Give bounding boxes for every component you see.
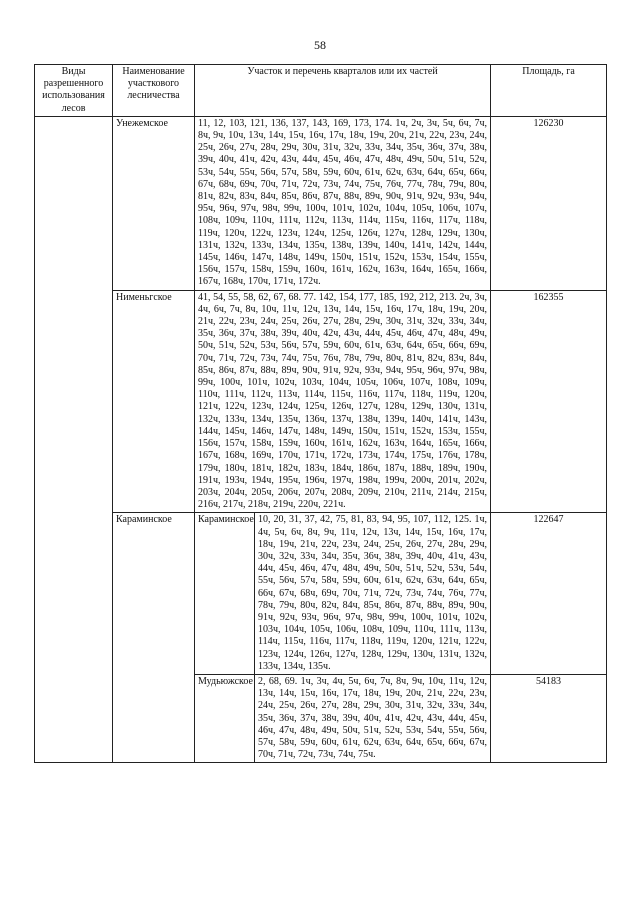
area-value: 162355 — [491, 290, 607, 513]
table-row — [35, 290, 607, 513]
page-number: 58 — [314, 38, 326, 52]
area-value: 54183 — [491, 674, 607, 762]
lesnichestvo-name: Нименьгское — [113, 290, 195, 513]
area-value: 122647 — [491, 513, 607, 675]
use-type-cell — [35, 116, 113, 763]
table-header-row — [35, 65, 607, 117]
quarters-list: 2, 68, 69. 1ч, 3ч, 4ч, 5ч, 6ч, 7ч, 8ч, 9ч, 10ч, 11ч, 12ч, 13ч, 14ч, 15ч, 16ч, 17ч, 18ч, 19ч, 20ч, 21ч, 22ч, 23ч, 24ч, 25ч, 26ч, 27ч, 28ч, 29ч, 30ч, 31ч, 32ч, 33ч, 34ч, 35ч, 36ч, 37ч, 38ч, 39ч, 40ч, 41ч, 42ч, 43ч, 44ч, 45ч, 46ч, 47ч, 48ч, 49ч, 50ч, 51ч, 52ч, 53ч, 54ч, 55ч, 56ч, 57ч, 58ч, 59ч, 60ч, 61ч, 62ч, 63ч, 64ч, 65ч, 66ч, 67ч, 70ч, 71ч, 72ч, 73ч, 74ч, 75ч. — [255, 674, 491, 762]
forest-quarters-table — [34, 64, 607, 763]
uchastok-name: Мудьюжское — [195, 674, 255, 762]
lesnichestvo-name: Унежемское — [113, 116, 195, 290]
table-row — [35, 513, 607, 675]
quarters-list: 11, 12, 103, 121, 136, 137, 143, 169, 173, 174. 1ч, 2ч, 3ч, 5ч, 6ч, 7ч, 8ч, 9ч, 10ч, 13ч, 14ч, 15ч, 16ч, 17ч, 18ч, 19ч, 20ч, 21ч, 22ч, 23ч, 24ч, 25ч, 26ч, 27ч, 28ч, 29ч, 30ч, 31ч, 32ч, 33ч, 34ч, 35ч, 36ч, 37ч, 38ч, 39ч, 40ч, 41ч, 42ч, 43ч, 44ч, 45ч, 46ч, 47ч, 48ч, 49ч, 50ч, 51ч, 52ч, 53ч, 54ч, 55ч, 56ч, 57ч, 58ч, 59ч, 60ч, 61ч, 62ч, 63ч, 64ч, 65ч, 66ч, 67ч, 68ч, 69ч, 70ч, 71ч, 72ч, 73ч, 74ч, 75ч, 76ч, 77ч, 78ч, 79ч, 80ч, 81ч, 82ч, 83ч, 84ч, 85ч, 86ч, 87ч, 88ч, 89ч, 90ч, 91ч, 92ч, 93ч, 94ч, 95ч, 96ч, 97ч, 98ч, 99ч, 100ч, 101ч, 102ч, 104ч, 105ч, 106ч, 107ч, 108ч, 109ч, 110ч, 111ч, 112ч, 113ч, 114ч, 115ч, 116ч, 117ч, 118ч, 119ч, 120ч, 122ч, 123ч, 124ч, 125ч, 126ч, 127ч, 128ч, 129ч, 130ч, 131ч, 132ч, 133ч, 134ч, 135ч, 138ч, 139ч, 140ч, 141ч, 142ч, 144ч, 145ч, 146ч, 147ч, 148ч, 149ч, 150ч, 151ч, 152ч, 153ч, 154ч, 155ч, 156ч, 157ч, 158ч, 159ч, 160ч, 161ч, 162ч, 163ч, 164ч, 165ч, 166ч, 167ч, 168ч, 170ч, 171ч, 172ч. — [195, 116, 491, 290]
header-lesnichestvo: Наименование участкового лесничества — [113, 65, 195, 117]
uchastok-name: Караминское — [195, 513, 255, 675]
table-row — [35, 116, 607, 290]
header-quarters: Участок и перечень кварталов или их частей — [195, 65, 491, 117]
header-use-type: Виды разрешенного использования лесов — [35, 65, 113, 117]
lesnichestvo-name: Караминское — [113, 513, 195, 763]
quarters-list: 41, 54, 55, 58, 62, 67, 68. 77. 142, 154, 177, 185, 192, 212, 213. 2ч, 3ч, 4ч, 6ч, 7ч, 8ч, 10ч, 11ч, 12ч, 13ч, 14ч, 15ч, 16ч, 17ч, 18ч, 19ч, 20ч, 21ч, 22ч, 23ч, 24ч, 25ч, 26ч, 27ч, 28ч, 29ч, 30ч, 31ч, 32ч, 33ч, 34ч, 35ч, 36ч, 37ч, 38ч, 39ч, 40ч, 42ч, 43ч, 44ч, 45ч, 46ч, 47ч, 48ч, 49ч, 50ч, 51ч, 52ч, 53ч, 56ч, 57ч, 59ч, 60ч, 61ч, 63ч, 64ч, 65ч, 66ч, 69ч, 70ч, 71ч, 72ч, 73ч, 74ч, 75ч, 76ч, 78ч, 79ч, 80ч, 81ч, 82ч, 83ч, 84ч, 85ч, 86ч, 87ч, 88ч, 89ч, 90ч, 91ч, 92ч, 93ч, 94ч, 95ч, 96ч, 97ч, 98ч, 99ч, 100ч, 101ч, 102ч, 103ч, 104ч, 105ч, 106ч, 107ч, 108ч, 109ч, 110ч, 111ч, 112ч, 113ч, 114ч, 115ч, 116ч, 117ч, 118ч, 119ч, 120ч, 121ч, 122ч, 123ч, 124ч, 125ч, 126ч, 127ч, 128ч, 129ч, 130ч, 131ч, 132ч, 133ч, 134ч, 135ч, 136ч, 137ч, 138ч, 139ч, 140ч, 141ч, 143ч, 144ч, 145ч, 146ч, 147ч, 148ч, 149ч, 150ч, 151ч, 152ч, 153ч, 155ч, 156ч, 157ч, 158ч, 159ч, 160ч, 161ч, 162ч, 163ч, 164ч, 165ч, 166ч, 167ч, 168ч, 169ч, 170ч, 171ч, 172ч, 173ч, 174ч, 175ч, 176ч, 178ч, 179ч, 180ч, 181ч, 182ч, 183ч, 184ч, 186ч, 187ч, 188ч, 189ч, 190ч, 191ч, 193ч, 194ч, 195ч, 196ч, 197ч, 198ч, 199ч, 200ч, 201ч, 202ч, 203ч, 204ч, 205ч, 206ч, 207ч, 208ч, 209ч, 210ч, 211ч, 214ч, 215ч, 216ч, 217ч, 218ч, 219ч, 220ч, 221ч. — [195, 290, 491, 513]
area-value: 126230 — [491, 116, 607, 290]
header-area: Площадь, га — [491, 65, 607, 117]
quarters-list: 10, 20, 31, 37, 42, 75, 81, 83, 94, 95, 107, 112, 125. 1ч, 4ч, 5ч, 6ч, 8ч, 9ч, 11ч, 12ч, 13ч, 14ч, 15ч, 16ч, 17ч, 18ч, 19ч, 21ч, 22ч, 23ч, 24ч, 25ч, 26ч, 27ч, 28ч, 29ч, 30ч, 32ч, 33ч, 34ч, 35ч, 36ч, 38ч, 39ч, 40ч, 41ч, 43ч, 44ч, 45ч, 46ч, 47ч, 48ч, 49ч, 50ч, 51ч, 52ч, 53ч, 54ч, 55ч, 56ч, 57ч, 58ч, 59ч, 60ч, 61ч, 62ч, 63ч, 64ч, 65ч, 66ч, 67ч, 68ч, 69ч, 70ч, 71ч, 72ч, 73ч, 74ч, 76ч, 77ч, 78ч, 79ч, 80ч, 82ч, 84ч, 85ч, 86ч, 87ч, 88ч, 89ч, 90ч, 91ч, 92ч, 93ч, 96ч, 97ч, 98ч, 99ч, 100ч, 101ч, 102ч, 103ч, 104ч, 105ч, 106ч, 108ч, 109ч, 110ч, 111ч, 113ч, 114ч, 115ч, 116ч, 117ч, 118ч, 119ч, 120ч, 121ч, 122ч, 123ч, 124ч, 126ч, 127ч, 128ч, 129ч, 130ч, 131ч, 132ч, 133ч, 134ч, 135ч. — [255, 513, 491, 675]
